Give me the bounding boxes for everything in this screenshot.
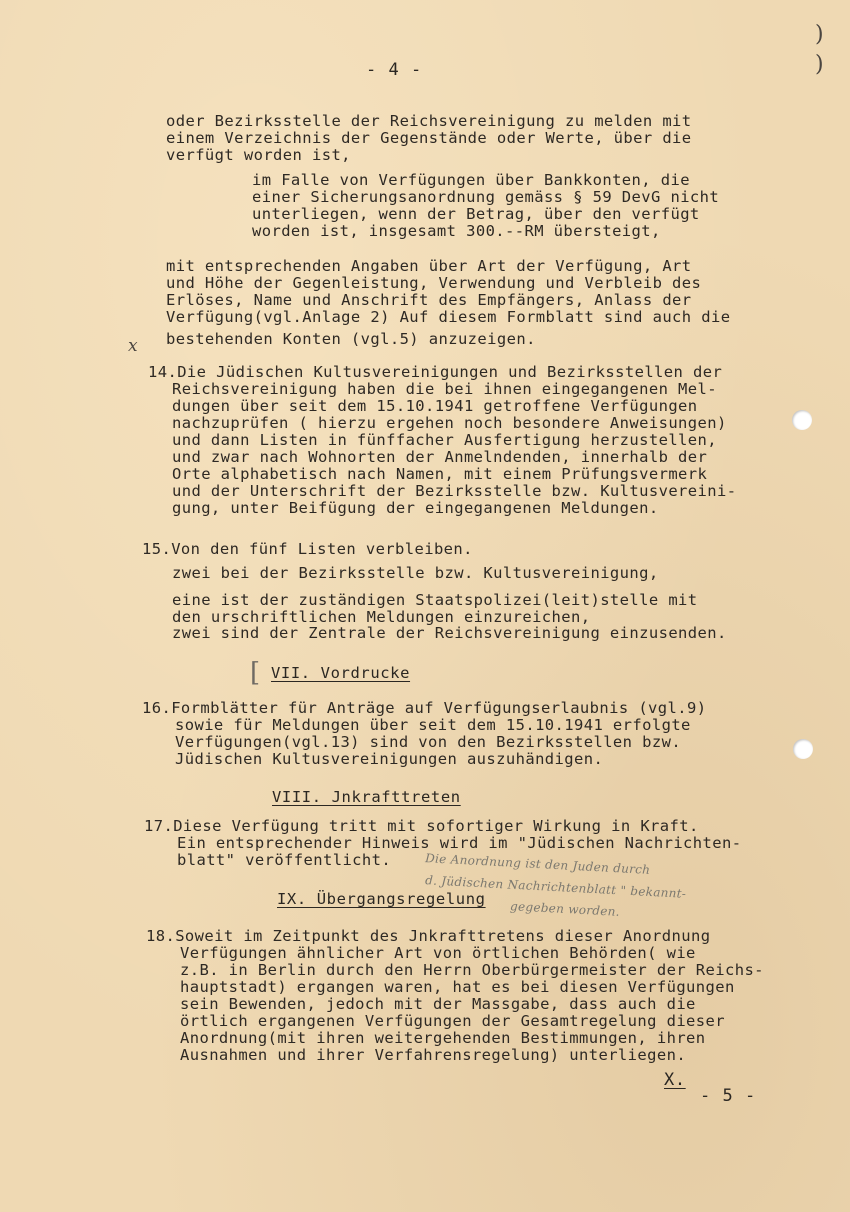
p18-line: örtlich ergangenen Verfügungen der Gesamtregelung dieser [180, 1012, 725, 1030]
p14-line: Orte alphabetisch nach Namen, mit einem Prüfungsvermerk [172, 465, 708, 483]
section-heading-ix: IX. Übergangsregelung [277, 890, 486, 908]
section-heading-vii: VII. Vordrucke [271, 664, 411, 682]
p15-item: eine ist der zuständigen Staatspolizei(leit)stelle mit [172, 591, 698, 609]
p18-line: Verfügungen ähnlicher Art von örtlichen Behörden( wie [180, 944, 696, 962]
end-mark: X. [664, 1070, 686, 1090]
margin-mark: x [128, 336, 138, 356]
continuation-line: bestehenden Konten (vgl.5) anzuzeigen. [166, 330, 536, 348]
p15-item: zwei sind der Zentrale der Reichsvereinigung einzusenden. [172, 624, 727, 642]
punch-hole-upper [792, 410, 812, 430]
p14-line: 14.Die Jüdischen Kultusvereinigungen und Bezirksstellen der [148, 363, 723, 381]
intro-line: verfügt worden ist, [166, 146, 351, 164]
p17-line: 17.Diese Verfügung tritt mit sofortiger Wirkung in Kraft. [144, 817, 699, 835]
p17-line: Ein entsprechender Hinweis wird im "Jüdischen Nachrichten- [177, 834, 742, 852]
punch-hole-lower [793, 739, 813, 759]
p17-line: blatt" veröffentlicht. [177, 851, 392, 869]
p16-line: Jüdischen Kultusvereinigungen auszuhändigen. [175, 750, 604, 768]
bracket-mark: [ [250, 658, 261, 688]
p18-line: Anordnung(mit ihren weitergehenden Bestimmungen, ihren [180, 1029, 706, 1047]
p15-intro: 15.Von den fünf Listen verbleiben. [142, 540, 473, 558]
p15-item: den urschriftlichen Meldungen einzureichen, [172, 608, 591, 626]
subclause-line: unterliegen, wenn der Betrag, über den verfügt [252, 205, 700, 223]
p18-line: hauptstadt) ergangen waren, hat es bei diesen Verfügungen [180, 978, 735, 996]
p16-line: sowie für Meldungen über seit dem 15.10.1941 erfolgte [175, 716, 691, 734]
continuation-line: und Höhe der Gegenleistung, Verwendung und Verbleib des [166, 274, 702, 292]
p14-line: dungen über seit dem 15.10.1941 getroffene Verfügungen [172, 397, 698, 415]
p14-line: und der Unterschrift der Bezirksstelle bzw. Kultusvereini- [172, 482, 737, 500]
subclause-line: worden ist, insgesamt 300.--RM übersteigt, [252, 222, 661, 240]
next-page-indicator: - 5 - [700, 1086, 757, 1106]
p14-line: und dann Listen in fünffacher Ausfertigung herzustellen, [172, 431, 717, 449]
continuation-line: mit entsprechenden Angaben über Art der Verfügung, Art [166, 257, 692, 275]
p18-line: 18.Soweit im Zeitpunkt des Jnkrafttretens dieser Anordnung [146, 927, 711, 945]
p14-line: und zwar nach Wohnorten der Anmelndenden, innerhalb der [172, 448, 708, 466]
corner-mark-bottom: ) [815, 52, 824, 77]
continuation-line: Verfügung(vgl.Anlage 2) Auf diesem Formblatt sind auch die [166, 308, 731, 326]
handwritten-note-line: Die Anordnung ist den Juden durch [424, 851, 651, 877]
handwritten-note-line: d. Jüdischen Nachrichtenblatt " bekannt- [424, 873, 687, 901]
p14-line: Reichsvereinigung haben die bei ihnen eingegangenen Mel- [172, 380, 717, 398]
intro-line: einem Verzeichnis der Gegenstände oder Werte, über die [166, 129, 692, 147]
p14-line: nachzuprüfen ( hierzu ergehen noch besondere Anweisungen) [172, 414, 727, 432]
handwritten-note-line: gegeben worden. [509, 899, 621, 919]
p14-line: gung, unter Beifügung der eingegangenen Meldungen. [172, 499, 659, 517]
corner-mark-top: ) [815, 22, 824, 47]
p16-line: Verfügungen(vgl.13) sind von den Bezirksstellen bzw. [175, 733, 682, 751]
p16-line: 16.Formblätter für Anträge auf Verfügungserlaubnis (vgl.9) [142, 699, 707, 717]
continuation-line: Erlöses, Name und Anschrift des Empfängers, Anlass der [166, 291, 692, 309]
p18-line: sein Bewenden, jedoch mit der Massgabe, dass auch die [180, 995, 696, 1013]
intro-line: oder Bezirksstelle der Reichsvereinigung zu melden mit [166, 112, 692, 130]
p18-line: Ausnahmen und ihrer Verfahrensregelung) unterliegen. [180, 1046, 687, 1064]
p15-item: zwei bei der Bezirksstelle bzw. Kultusvereinigung, [172, 564, 659, 582]
p18-line: z.B. in Berlin durch den Herrn Oberbürgermeister der Reichs- [180, 961, 764, 979]
subclause-line: einer Sicherungsanordnung gemäss § 59 DevG nicht [252, 188, 720, 206]
section-heading-viii: VIII. Jnkrafttreten [272, 788, 461, 806]
subclause-line: im Falle von Verfügungen über Bankkonten, die [252, 171, 690, 189]
page-number: - 4 - [366, 60, 423, 80]
